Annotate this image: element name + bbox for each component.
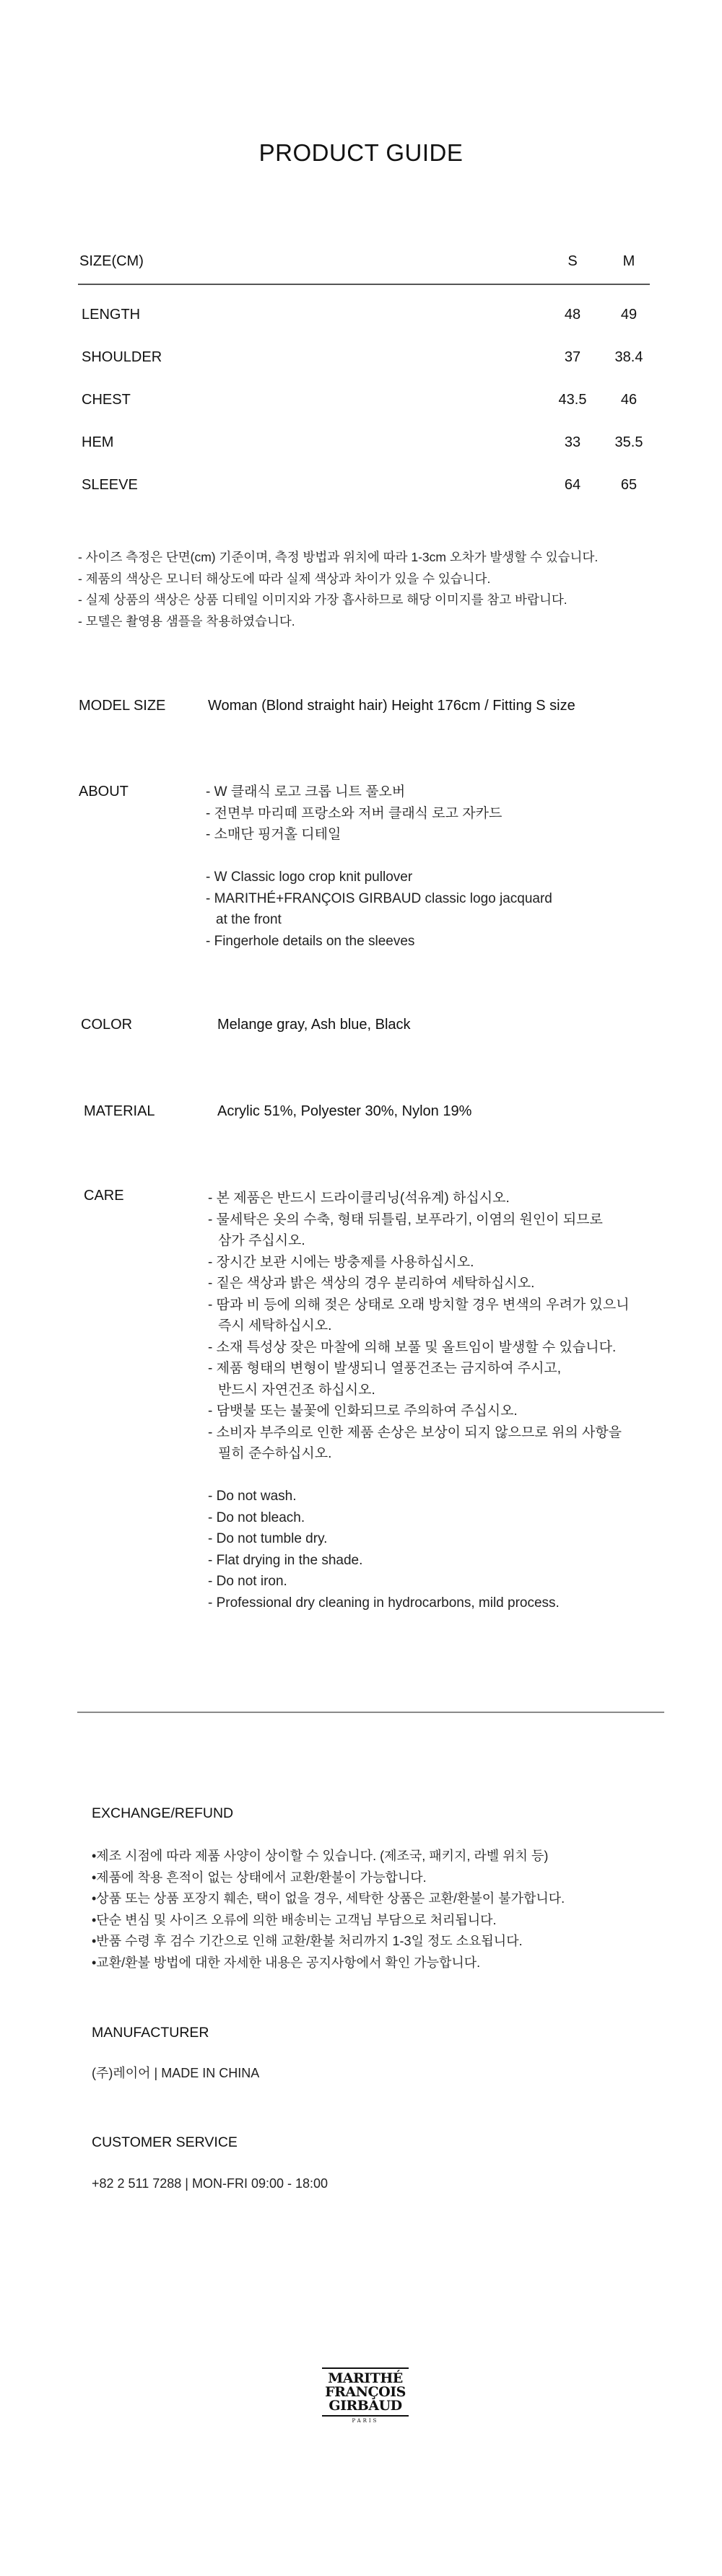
about-line: - W Classic logo crop knit pullover bbox=[206, 869, 413, 885]
row-value-m: 35.5 bbox=[614, 434, 643, 450]
care-line: - 땀과 비 등에 의해 젖은 상태로 오래 방치할 경우 변색의 우려가 있으니 bbox=[208, 1297, 630, 1313]
logo-line-1: MARITHÉ bbox=[328, 2370, 403, 2386]
row-label: SLEEVE bbox=[82, 477, 138, 493]
row-value-s: 64 bbox=[564, 477, 581, 493]
about-label: ABOUT bbox=[79, 784, 129, 799]
exchange-line: •반품 수령 후 검수 기간으로 인해 교환/환불 처리까지 1-3일 정도 소요됩니다. bbox=[92, 1934, 523, 1948]
manufacturer-value: (주)레이어 | MADE IN CHINA bbox=[92, 2066, 260, 2080]
care-line: - 장시간 보관 시에는 방충제를 사용하십시오. bbox=[208, 1254, 474, 1270]
exchange-line: •제조 시점에 따라 제품 사양이 상이할 수 있습니다. (제조국, 패키지, 라벨 위치 등) bbox=[92, 1849, 549, 1863]
customer-service-title: CUSTOMER SERVICE bbox=[92, 2134, 238, 2150]
table-row bbox=[78, 413, 650, 455]
exchange-line: •제품에 착용 흔적이 없는 상태에서 교환/환불이 가능합니다. bbox=[92, 1870, 427, 1885]
care-label: CARE bbox=[84, 1188, 124, 1204]
note-line: - 사이즈 측정은 단면(cm) 기준이며, 측정 방법과 위치에 따라 1-3cm 오차가 발생할 수 있습니다. bbox=[78, 550, 599, 564]
care-line: - Professional dry cleaning in hydrocarbons, mild process. bbox=[208, 1595, 560, 1611]
model-size-label: MODEL SIZE bbox=[79, 698, 166, 714]
exchange-refund-title: EXCHANGE/REFUND bbox=[92, 1805, 234, 1821]
about-details bbox=[206, 781, 552, 952]
row-value-s: 43.5 bbox=[558, 392, 587, 408]
section-divider bbox=[77, 1712, 664, 1713]
row-value-s: 48 bbox=[564, 307, 581, 323]
about-line: at the front bbox=[216, 912, 282, 927]
care-line: - Flat drying in the shade. bbox=[208, 1552, 363, 1568]
manufacturer-title: MANUFACTURER bbox=[92, 2025, 209, 2041]
row-label: SHOULDER bbox=[82, 349, 162, 365]
exchange-line: •상품 또는 상품 포장지 훼손, 택이 없을 경우, 세탁한 상품은 교환/환불이 불가합니다. bbox=[92, 1891, 565, 1906]
care-line: - 짙은 색상과 밝은 색상의 경우 분리하여 세탁하십시오. bbox=[208, 1276, 535, 1291]
about-line: - 소매단 핑거홀 디테일 bbox=[206, 827, 342, 842]
header-size-m: M bbox=[622, 253, 635, 269]
material-value: Acrylic 51%, Polyester 30%, Nylon 19% bbox=[217, 1103, 472, 1119]
care-line: 반드시 자연건조 하십시오. bbox=[218, 1382, 375, 1398]
row-value-m: 49 bbox=[620, 307, 638, 323]
care-line: - 소재 특성상 잦은 마찰에 의해 보풀 및 올트임이 발생할 수 있습니다. bbox=[208, 1339, 617, 1355]
table-row bbox=[78, 328, 650, 370]
size-table bbox=[78, 249, 650, 498]
row-value-m: 46 bbox=[620, 392, 638, 408]
care-line: 필히 준수하십시오. bbox=[218, 1446, 332, 1461]
care-line: - 담뱃불 또는 불꽃에 인화되므로 주의하여 주십시오. bbox=[208, 1403, 518, 1419]
row-value-s: 33 bbox=[564, 434, 581, 450]
header-size-s: S bbox=[567, 253, 578, 269]
exchange-line: •교환/환불 방법에 대한 자세한 내용은 공지사항에서 확인 가능합니다. bbox=[92, 1955, 481, 1970]
care-line: - Do not tumble dry. bbox=[208, 1531, 328, 1546]
color-label: COLOR bbox=[81, 1017, 133, 1033]
table-row bbox=[78, 455, 650, 498]
logo-sub: PARIS bbox=[352, 2418, 379, 2424]
page-title: PRODUCT GUIDE bbox=[258, 139, 464, 166]
exchange-refund-list bbox=[92, 1846, 565, 1973]
brand-logo bbox=[316, 2367, 414, 2440]
care-line: - Do not iron. bbox=[208, 1574, 287, 1589]
row-label: LENGTH bbox=[82, 307, 141, 323]
about-line: - Fingerhole details on the sleeves bbox=[206, 933, 415, 949]
customer-service-value: +82 2 511 7288 | MON-FRI 09:00 - 18:00 bbox=[92, 2176, 329, 2191]
care-line: - 물세탁은 옷의 수축, 형태 뒤틀림, 보푸라기, 이염의 원인이 되므로 bbox=[208, 1212, 603, 1227]
material-label: MATERIAL bbox=[84, 1103, 155, 1119]
table-row bbox=[78, 285, 650, 328]
note-line: - 실제 상품의 색상은 상품 디테일 이미지와 가장 흡사하므로 해당 이미지를 참고 바랍니다. bbox=[78, 592, 567, 607]
table-row bbox=[78, 370, 650, 413]
logo-line-2: FRANÇOIS bbox=[325, 2384, 406, 2400]
row-value-s: 37 bbox=[564, 349, 581, 365]
size-notes bbox=[78, 547, 598, 632]
care-line: - 소비자 부주의로 인한 제품 손상은 보상이 되지 않으므로 위의 사항을 bbox=[208, 1424, 622, 1440]
note-line: - 제품의 색상은 모니터 해상도에 따라 실제 색상과 차이가 있을 수 있습니다. bbox=[78, 571, 491, 586]
spacer bbox=[206, 846, 552, 867]
size-table-header bbox=[78, 249, 650, 285]
care-line: - 제품 형태의 변형이 발생되니 열풍건조는 금지하여 주시고, bbox=[208, 1361, 562, 1376]
care-line: 즉시 세탁하십시오. bbox=[218, 1318, 332, 1333]
care-line: - Do not bleach. bbox=[208, 1510, 305, 1525]
exchange-line: •단순 변심 및 사이즈 오류에 의한 배송비는 고객님 부담으로 처리됩니다. bbox=[92, 1912, 497, 1927]
color-value: Melange gray, Ash blue, Black bbox=[217, 1017, 411, 1033]
care-line: - Do not wash. bbox=[208, 1489, 297, 1504]
row-label: HEM bbox=[82, 434, 114, 450]
about-line: - MARITHÉ+FRANÇOIS GIRBAUD classic logo jacquard bbox=[206, 890, 552, 906]
care-line: 삼가 주십시오. bbox=[218, 1233, 305, 1248]
note-line: - 모델은 촬영용 샘플을 착용하였습니다. bbox=[78, 613, 295, 628]
about-line: - W 클래식 로고 크롭 니트 풀오버 bbox=[206, 784, 406, 799]
row-label: CHEST bbox=[82, 392, 131, 408]
care-instructions bbox=[208, 1188, 630, 1613]
about-line: - 전면부 마리떼 프랑소와 저버 클래식 로고 자카드 bbox=[206, 805, 503, 821]
row-value-m: 38.4 bbox=[614, 349, 643, 365]
logo-line-3: GIRBAUD bbox=[329, 2398, 402, 2414]
care-line: - 본 제품은 반드시 드라이클리닝(석유계) 하십시오. bbox=[208, 1191, 510, 1206]
header-size-cm: SIZE(CM) bbox=[79, 253, 144, 269]
row-value-m: 65 bbox=[620, 477, 638, 493]
spacer bbox=[208, 1465, 630, 1486]
model-size-value: Woman (Blond straight hair) Height 176cm / Fitting S size bbox=[208, 698, 575, 714]
